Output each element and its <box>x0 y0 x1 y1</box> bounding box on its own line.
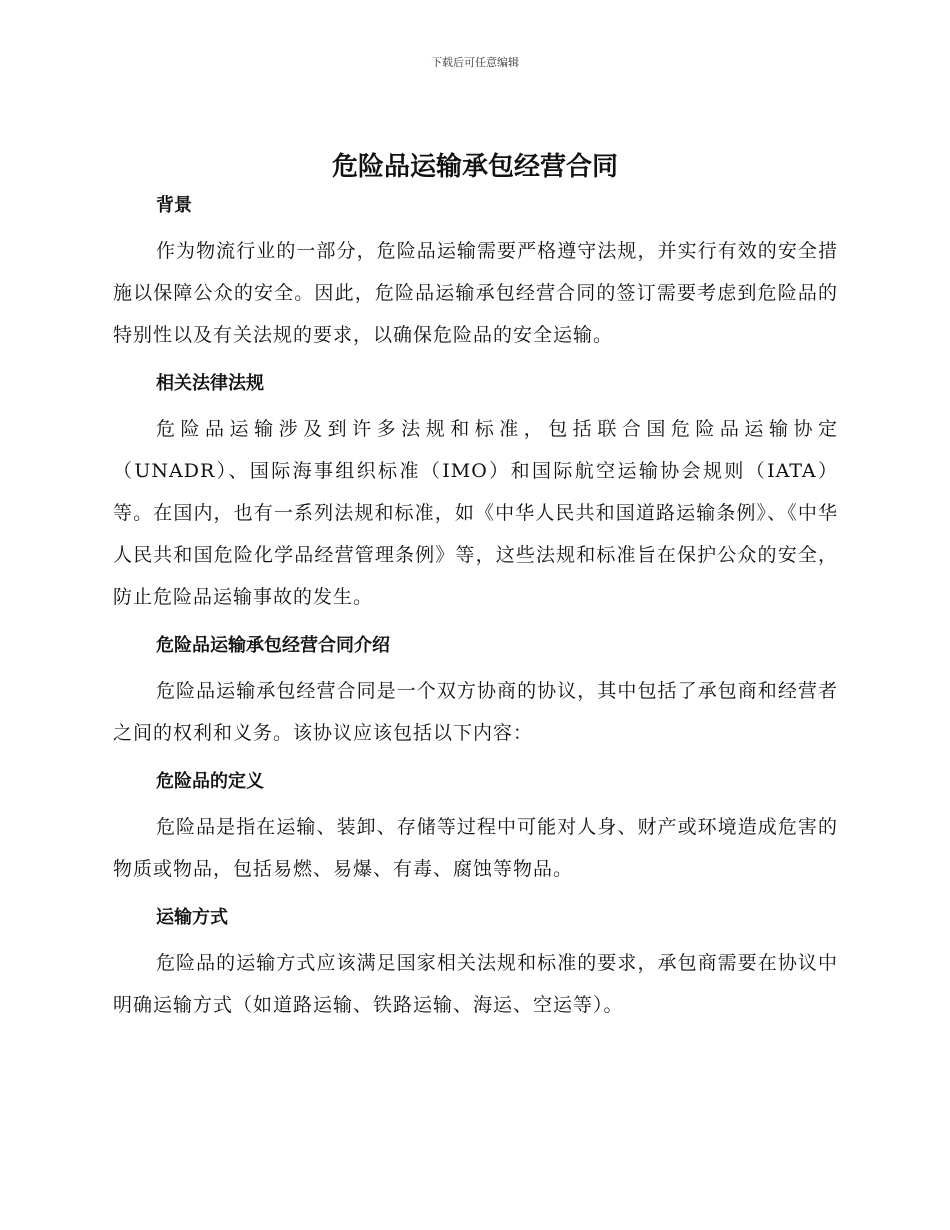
section-paragraph: 危险品的运输方式应该满足国家相关法规和标准的要求，承包商需要在协议中明确运输方式（如道路运输、铁路运输、海运、空运等）。 <box>113 952 838 1016</box>
section-heading: 运输方式 <box>156 907 228 928</box>
section-background <box>113 190 838 356</box>
section-paragraph: 危险品是指在运输、装卸、存储等过程中可能对人身、财产或环境造成危害的物质或物品，包括易燃、易爆、有毒、腐蚀等物品。 <box>113 816 838 880</box>
section-laws <box>113 368 838 618</box>
section-paragraph: 危险品运输承包经营合同是一个双方协商的协议，其中包括了承包商和经营者之间的权利和义务。该协议应该包括以下内容： <box>113 680 838 744</box>
section-definition <box>113 766 838 890</box>
section-heading: 危险品的定义 <box>156 771 264 792</box>
document-title: 危险品运输承包经营合同 <box>331 152 618 182</box>
section-paragraph: 危险品运输涉及到许多法规和标准，包括联合国危险品运输协定（UNADR）、国际海事组织标准（IMO）和国际航空运输协会规则（IATA）等。在国内，也有一系列法规和标准，如《中华人民共和国道路运输条例》、《中华人民共和国危险化学品经营管理条例》等，这些法规和标准旨在保护公众的安全，防止危险品运输事故的发生。 <box>113 418 838 608</box>
section-heading: 危险品运输承包经营合同介绍 <box>156 635 390 656</box>
page-header-note: 下载后可任意编辑 <box>431 56 519 69</box>
document-body <box>113 190 838 1026</box>
section-heading: 相关法律法规 <box>156 373 264 394</box>
section-contract-intro <box>113 630 838 754</box>
section-transport-mode <box>113 902 838 1026</box>
section-heading: 背景 <box>156 195 192 216</box>
section-paragraph: 作为物流行业的一部分，危险品运输需要严格遵守法规，并实行有效的安全措施以保障公众的安全。因此，危险品运输承包经营合同的签订需要考虑到危险品的特别性以及有关法规的要求，以确保危险品的安全运输。 <box>113 240 838 346</box>
